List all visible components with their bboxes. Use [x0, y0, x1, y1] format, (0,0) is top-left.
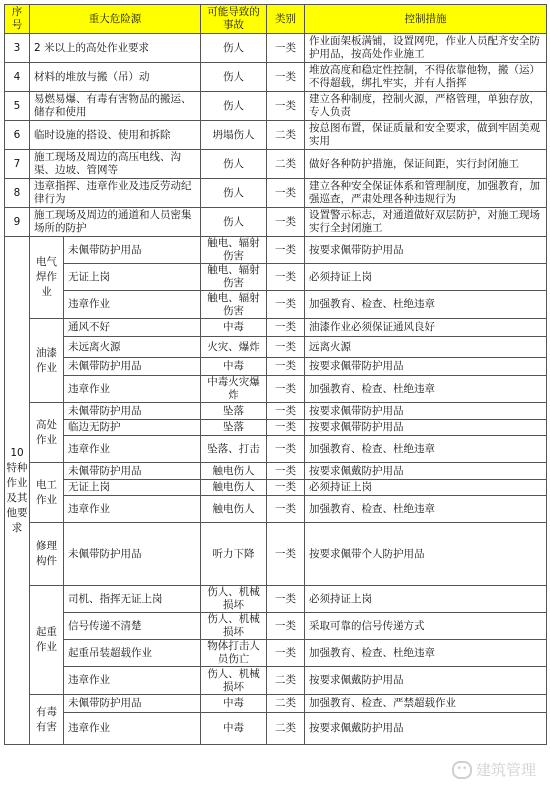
type-cell: 一类 — [267, 480, 305, 496]
row-number: 6 — [5, 121, 30, 150]
hazard-cell: 违章作业 — [64, 496, 201, 523]
row-number: 9 — [5, 208, 30, 237]
category-cell: 电工作业 — [30, 463, 64, 523]
type-cell: 一类 — [267, 436, 305, 463]
measure-cell: 加强教育、检查、杜绝违章 — [305, 436, 547, 463]
hazard-cell: 未佩带防护用品 — [64, 358, 201, 376]
table-row — [5, 92, 547, 121]
measure-cell: 按要求佩戴防护用品 — [305, 713, 547, 745]
accident-cell: 中毒 — [201, 319, 267, 337]
hazard-cell: 未远离火源 — [64, 337, 201, 358]
accident-cell: 伤人 — [201, 179, 267, 208]
table-row — [5, 523, 547, 586]
row-number: 8 — [5, 179, 30, 208]
hazard-cell: 无证上岗 — [64, 264, 201, 291]
type-cell: 一类 — [267, 63, 305, 92]
col-header-type: 类别 — [267, 5, 305, 34]
measure-cell: 加强教育、检查、杜绝违章 — [305, 640, 547, 667]
hazard-cell: 易燃易爆、有毒有害物品的搬运、储存和使用 — [30, 92, 201, 121]
category-cell: 起重作业 — [30, 586, 64, 695]
table-row — [5, 208, 547, 237]
table-row — [5, 436, 547, 463]
measure-cell: 按要求佩带防护用品 — [305, 237, 547, 264]
type-cell: 一类 — [267, 92, 305, 121]
measure-cell: 按总图布置，保证质量和安全要求，做到牢固美观实用 — [305, 121, 547, 150]
table-row — [5, 376, 547, 403]
type-cell: 二类 — [267, 667, 305, 695]
accident-cell: 触电、辐射伤害 — [201, 291, 267, 319]
measure-cell: 做好各种防护措施，保证间距，实行封闭施工 — [305, 150, 547, 179]
accident-cell: 伤人、机械损坏 — [201, 586, 267, 613]
type-cell: 一类 — [267, 264, 305, 291]
measure-cell: 堆放高度和稳定性控制，不得依靠他物，搬（运）不得超载，绑扎牢实，并有人指挥 — [305, 63, 547, 92]
type-cell: 一类 — [267, 523, 305, 586]
accident-cell: 中毒 — [201, 358, 267, 376]
type-cell: 一类 — [267, 179, 305, 208]
measure-cell: 建立各种安全保证体系和管理制度，加强教育，加强巡查，严肃处理各种违规行为 — [305, 179, 547, 208]
table-row — [5, 63, 547, 92]
type-cell: 二类 — [267, 150, 305, 179]
measure-cell: 加强教育、检查、杜绝违章 — [305, 496, 547, 523]
hazard-cell: 施工现场及周边的通道和人员密集场所的防护 — [30, 208, 201, 237]
measure-cell: 按要求佩戴防护用品 — [305, 463, 547, 480]
row-number: 4 — [5, 63, 30, 92]
accident-cell: 触电伤人 — [201, 480, 267, 496]
hazard-cell: 临时设施的搭设、使用和拆除 — [30, 121, 201, 150]
table-row — [5, 640, 547, 667]
table-row — [5, 586, 547, 613]
accident-cell: 火灾、爆炸 — [201, 337, 267, 358]
hazard-cell: 材料的堆放与搬（吊）动 — [30, 63, 201, 92]
category-cell: 有毒有害 — [30, 695, 64, 745]
wechat-icon: •• — [452, 761, 472, 779]
accident-cell: 伤人 — [201, 34, 267, 63]
category-cell: 修理构件 — [30, 523, 64, 586]
header-row — [5, 5, 547, 34]
table-row — [5, 463, 547, 480]
hazard-cell: 起重吊装超载作业 — [64, 640, 201, 667]
col-header-measure: 控制措施 — [305, 5, 547, 34]
hazard-cell: 违章作业 — [64, 667, 201, 695]
table-row — [5, 480, 547, 496]
measure-cell: 设置警示标志，对通道做好双层防护，对施工现场实行全封闭施工 — [305, 208, 547, 237]
measure-cell: 必须持证上岗 — [305, 586, 547, 613]
accident-cell: 触电伤人 — [201, 496, 267, 523]
table-row — [5, 358, 547, 376]
row-number: 10特种作业及其他要求 — [5, 237, 30, 745]
accident-cell: 伤人 — [201, 208, 267, 237]
table-row — [5, 121, 547, 150]
accident-cell: 中毒火灾爆炸 — [201, 376, 267, 403]
table-row — [5, 319, 547, 337]
accident-cell: 伤人、机械损坏 — [201, 667, 267, 695]
table-row — [5, 613, 547, 640]
table-row — [5, 150, 547, 179]
type-cell: 一类 — [267, 208, 305, 237]
table-row — [5, 337, 547, 358]
measure-cell: 按要求佩带防护用品 — [305, 358, 547, 376]
table-row — [5, 496, 547, 523]
hazard-cell: 临边无防护 — [64, 420, 201, 436]
type-cell: 一类 — [267, 403, 305, 420]
table-row — [5, 713, 547, 745]
table-row — [5, 179, 547, 208]
hazard-cell: 未佩带防护用品 — [64, 463, 201, 480]
type-cell: 一类 — [267, 337, 305, 358]
accident-cell: 伤人 — [201, 92, 267, 121]
type-cell: 二类 — [267, 695, 305, 713]
table-row — [5, 667, 547, 695]
measure-cell: 油漆作业必须保证通风良好 — [305, 319, 547, 337]
measure-cell: 必须持证上岗 — [305, 480, 547, 496]
type-cell: 二类 — [267, 713, 305, 745]
measure-cell: 按要求佩带防护用品 — [305, 420, 547, 436]
hazard-cell: 违章作业 — [64, 376, 201, 403]
measure-cell: 作业面架板满铺，设置网兜，作业人员配齐安全防护用品，按高处作业施工 — [305, 34, 547, 63]
hazard-cell: 未佩带防护用品 — [64, 695, 201, 713]
watermark — [452, 759, 536, 780]
table-row — [5, 34, 547, 63]
watermark-text: 建筑管理 — [475, 761, 536, 779]
accident-cell: 坠落 — [201, 403, 267, 420]
hazard-cell: 信号传递不清楚 — [64, 613, 201, 640]
col-header-accident: 可能导致的事故 — [201, 5, 267, 34]
type-cell: 一类 — [267, 586, 305, 613]
hazard-cell: 违章作业 — [64, 436, 201, 463]
hazard-cell: 司机、指挥无证上岗 — [64, 586, 201, 613]
table-row — [5, 420, 547, 436]
table-row — [5, 695, 547, 713]
table-row — [5, 264, 547, 291]
accident-cell: 触电伤人 — [201, 463, 267, 480]
accident-cell: 听力下降 — [201, 523, 267, 586]
type-cell: 一类 — [267, 291, 305, 319]
table-body — [5, 34, 547, 745]
measure-cell: 按要求佩带防护用品 — [305, 403, 547, 420]
type-cell: 一类 — [267, 376, 305, 403]
hazard-cell: 2 米以上的高处作业要求 — [30, 34, 201, 63]
measure-cell: 按要求佩戴防护用品 — [305, 667, 547, 695]
accident-cell: 物体打击人员伤亡 — [201, 640, 267, 667]
type-cell: 一类 — [267, 613, 305, 640]
row-number: 3 — [5, 34, 30, 63]
hazard-cell: 无证上岗 — [64, 480, 201, 496]
measure-cell: 远离火源 — [305, 337, 547, 358]
accident-cell: 坠落、打击 — [201, 436, 267, 463]
type-cell: 一类 — [267, 358, 305, 376]
accident-cell: 中毒 — [201, 695, 267, 713]
measure-cell: 按要求佩带个人防护用品 — [305, 523, 547, 586]
accident-cell: 伤人、机械损坏 — [201, 613, 267, 640]
col-header-hazard: 重大危险源 — [30, 5, 201, 34]
accident-cell: 伤人 — [201, 63, 267, 92]
col-header-no: 序号 — [5, 5, 30, 34]
type-cell: 一类 — [267, 496, 305, 523]
type-cell: 一类 — [267, 319, 305, 337]
category-cell: 高处作业 — [30, 403, 64, 463]
measure-cell: 建立各种制度，控制火源，严格管理，单独存放，专人负责 — [305, 92, 547, 121]
hazard-cell: 违章指挥、违章作业及违反劳动纪律行为 — [30, 179, 201, 208]
table-row — [5, 237, 547, 264]
table-row — [5, 403, 547, 420]
hazard-cell: 违章作业 — [64, 291, 201, 319]
hazard-cell: 未佩带防护用品 — [64, 403, 201, 420]
accident-cell: 触电、辐射伤害 — [201, 264, 267, 291]
type-cell: 二类 — [267, 121, 305, 150]
type-cell: 一类 — [267, 420, 305, 436]
hazard-table — [4, 4, 547, 745]
measure-cell: 加强教育、检查、杜绝违章 — [305, 376, 547, 403]
measure-cell: 采取可靠的信号传递方式 — [305, 613, 547, 640]
measure-cell: 必须持证上岗 — [305, 264, 547, 291]
type-cell: 一类 — [267, 34, 305, 63]
table-row — [5, 291, 547, 319]
accident-cell: 坍塌伤人 — [201, 121, 267, 150]
measure-cell: 加强教育、检查、杜绝违章 — [305, 291, 547, 319]
category-cell: 电气焊作业 — [30, 237, 64, 319]
measure-cell: 加强教育、检查、严禁超载作业 — [305, 695, 547, 713]
hazard-cell: 通风不好 — [64, 319, 201, 337]
row-number: 7 — [5, 150, 30, 179]
hazard-cell: 未佩带防护用品 — [64, 237, 201, 264]
type-cell: 一类 — [267, 640, 305, 667]
hazard-cell: 未佩带防护用品 — [64, 523, 201, 586]
accident-cell: 伤人 — [201, 150, 267, 179]
type-cell: 一类 — [267, 463, 305, 480]
type-cell: 一类 — [267, 237, 305, 264]
row-number: 5 — [5, 92, 30, 121]
hazard-cell: 施工现场及周边的高压电线、沟渠、边坡、管网等 — [30, 150, 201, 179]
hazard-cell: 违章作业 — [64, 713, 201, 745]
accident-cell: 触电、辐射伤害 — [201, 237, 267, 264]
accident-cell: 中毒 — [201, 713, 267, 745]
category-cell: 油漆作业 — [30, 319, 64, 403]
accident-cell: 坠落 — [201, 420, 267, 436]
